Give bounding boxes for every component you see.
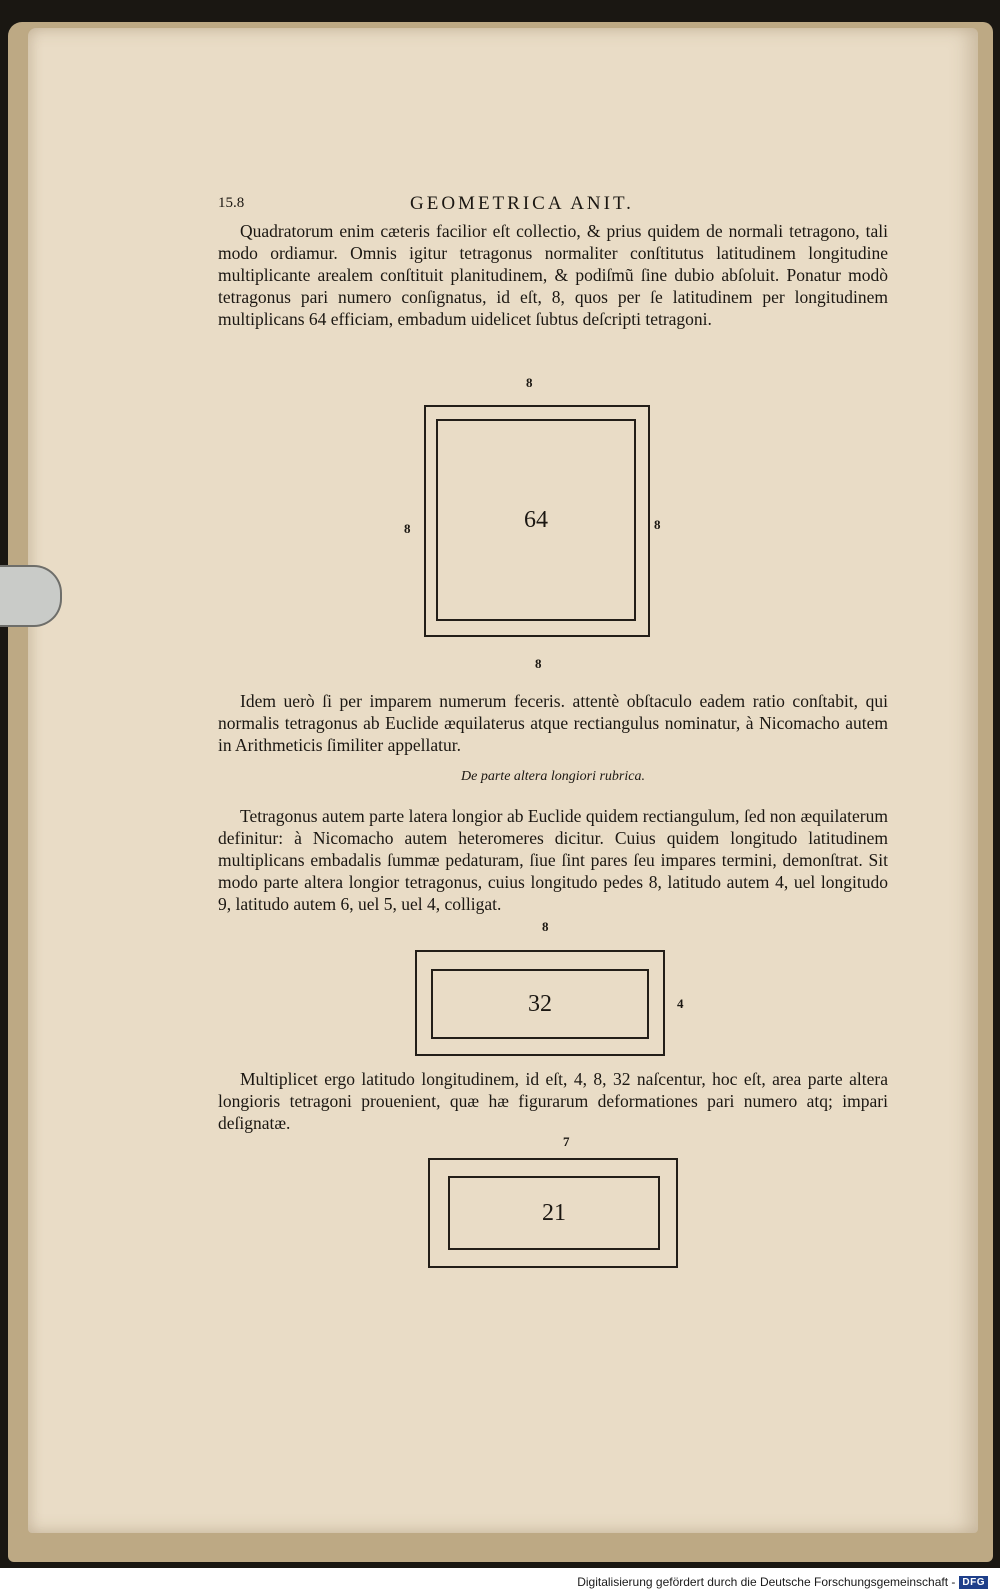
paragraph-1: Quadratorum enim cæteris facilior eſt collectio, & prius quidem de normali tetragono, tali modo ordiamur. Omnis igitur tetragonus normaliter conſtitutus latitudinem longitudine multiplicante arealem conſtituit planitudinem, & podiſmũ ſine dubio abſoluit. Ponatur modò tetragonus pari numero conſignatus, id eſt, 8, quos per ſe latitudinem per longitudinem multiplicans 64 efficiam, embadum uidelicet ſubtus deſcripti tetragoni. — [218, 221, 888, 329]
square-top-label: 8 — [526, 375, 533, 390]
square-figure — [424, 405, 650, 637]
funding-footer — [573, 1572, 992, 1592]
rect1-figure — [415, 950, 665, 1056]
dfg-logo: DFG — [959, 1576, 988, 1589]
paragraph-3: Tetragonus autem parte latera longior ab Euclide quidem rectiangulum, ſed non æquilaterum definitur: à Nicomacho autem heteromeres dicitur. Cuius quidem longitudo latitudinem multiplicans embadalis ſummæ pedaturam, ſiue ſint pares ſeu impares termini, demonſtrat. Sit modo parte altera longior tetragonus, cuius longitudo pedes 8, latitudo autem 4, uel longitudo 9, latitudo autem 6, uel 5, uel 4, colligat. — [218, 806, 888, 914]
square-left-label: 8 — [404, 521, 411, 536]
square-bottom-label: 8 — [535, 656, 542, 671]
rect1-inner — [431, 969, 649, 1039]
rect2-area-label: 21 — [542, 1199, 566, 1226]
square-inner — [436, 419, 636, 621]
rect2-figure — [428, 1158, 678, 1268]
footer-text: Digitalisierung gefördert durch die Deutsche Forschungsgemeinschaft - — [577, 1575, 956, 1589]
page-number: 15.8 — [218, 195, 245, 211]
paragraph-2: Idem uerò ſi per imparem numerum feceris. attentè obſtaculo eadem ratio conſtabit, qui normalis tetragonus ab Euclide æquilaterus atque rectiangulus nominatur, à Nicomacho autem in Arithmeticis ſimiliter appellatur. — [218, 691, 888, 755]
rect1-right-label: 4 — [677, 996, 684, 1011]
page-tab-marker — [0, 565, 62, 627]
rect1-area-label: 32 — [528, 990, 552, 1017]
square-area-label: 64 — [524, 506, 548, 533]
page-header — [218, 193, 888, 223]
rect2-inner — [448, 1176, 660, 1250]
square-right-label: 8 — [654, 517, 661, 532]
section-heading: De parte altera longiori rubrica. — [461, 769, 645, 784]
running-title: GEOMETRICA ANIT. — [410, 193, 634, 214]
paragraph-4: Multiplicet ergo latitudo longitudinem, id eſt, 4, 8, 32 naſcentur, hoc eſt, area parte altera longioris tetragoni prouenient, quæ hæ figurarum deformationes pari numero atq; impari deſignatæ. — [218, 1069, 888, 1133]
rect1-top-label: 8 — [542, 919, 549, 934]
rect2-top-label: 7 — [563, 1134, 570, 1149]
